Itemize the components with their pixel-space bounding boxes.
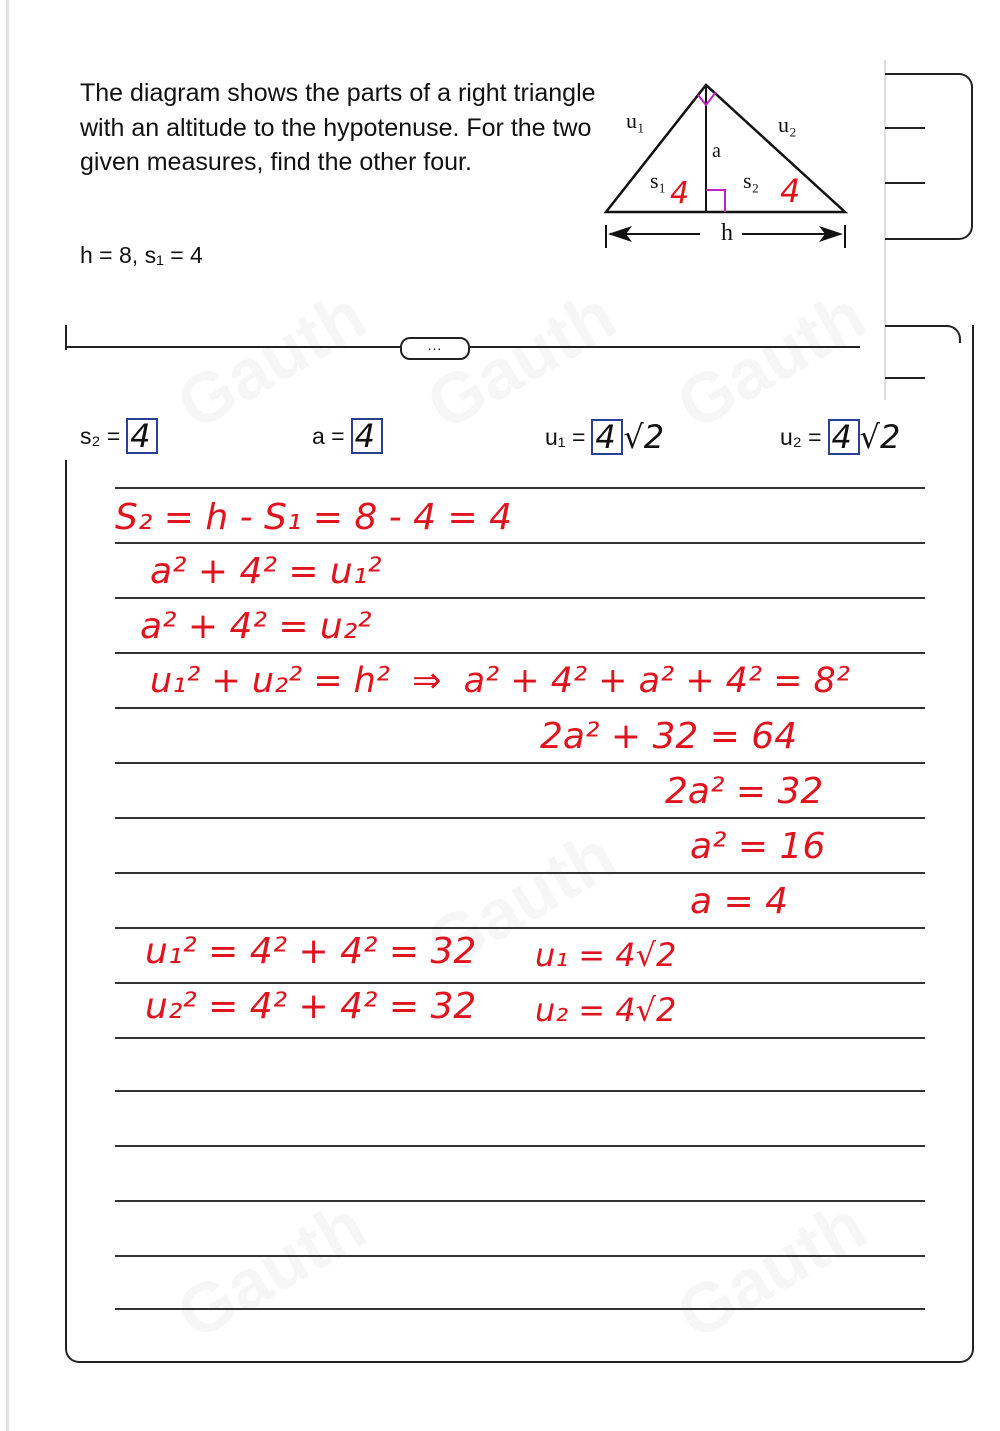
label-s1: s₁ — [650, 168, 667, 193]
work-line: a = 4 — [690, 881, 789, 922]
answer-u2 — [780, 418, 900, 456]
ruled-line — [115, 1255, 925, 1257]
work-line: a² = 16 — [690, 826, 826, 867]
work-line: u₁² = 4² + 4² = 32 — [145, 931, 477, 972]
annotation-s2: 4 — [780, 172, 801, 210]
work-line: u₂ = 4√2 — [535, 991, 677, 1029]
ruled-line — [115, 762, 925, 764]
answer-input[interactable]: 4 — [828, 419, 860, 455]
answer-extra: √2 — [623, 418, 665, 456]
label-u2: u₂ — [778, 112, 797, 137]
answer-label: s₂ = — [80, 422, 121, 449]
ruled-line — [115, 1308, 925, 1310]
work-area-corner — [885, 325, 961, 343]
answer-label: u₂ = — [780, 423, 822, 450]
ruled-line — [115, 1200, 925, 1202]
label-h: h — [721, 220, 733, 246]
work-line: a² + 4² = u₂² — [140, 606, 372, 647]
ruled-line — [115, 707, 925, 709]
ruled-line — [115, 817, 925, 819]
side-tick — [885, 127, 925, 129]
ruled-line — [115, 1037, 925, 1039]
ruled-line — [115, 927, 925, 929]
frame-gap — [60, 350, 70, 460]
ruled-line — [115, 652, 925, 654]
label-s2: s₂ — [743, 168, 760, 193]
answer-input[interactable]: 4 — [126, 418, 158, 454]
side-frame — [885, 73, 973, 240]
work-line: u₁ = 4√2 — [535, 936, 677, 974]
work-line: a² + 4² = u₁² — [150, 551, 382, 592]
work-line: 2a² + 32 = 64 — [540, 716, 798, 757]
more-button[interactable]: ... — [400, 337, 470, 360]
work-area — [65, 325, 974, 1363]
work-line: S₂ = h - S₁ = 8 - 4 = 4 — [115, 497, 513, 538]
problem-statement: The diagram shows the parts of a right triangle with an altitude to the hypotenuse. For the two given measures, find the other four. — [80, 79, 596, 176]
page-edge — [6, 0, 9, 1431]
ruled-line — [115, 982, 925, 984]
work-line: u₁² + u₂² = h² ⇒ a² + 4² + a² + 4² = 8² — [150, 661, 850, 701]
ruled-line — [115, 872, 925, 874]
ruled-line — [115, 597, 925, 599]
answer-input[interactable]: 4 — [351, 418, 383, 454]
answer-u1 — [545, 418, 664, 456]
work-line: 2a² = 32 — [665, 771, 824, 812]
answer-input[interactable]: 4 — [591, 419, 623, 455]
label-a: a — [712, 140, 721, 162]
given-values: h = 8, s₁ = 4 — [80, 242, 203, 268]
work-line: u₂² = 4² + 4² = 32 — [145, 986, 477, 1027]
ruled-line — [115, 1145, 925, 1147]
answer-label: a = — [312, 422, 345, 449]
label-u1: u₁ — [626, 108, 645, 133]
answer-label: u₁ = — [545, 423, 586, 450]
side-tick — [885, 377, 925, 379]
answer-a — [312, 418, 383, 454]
answer-s2 — [80, 418, 158, 454]
ruled-line — [115, 1090, 925, 1092]
ruled-line — [115, 487, 925, 489]
ruled-line — [115, 542, 925, 544]
side-tick — [885, 182, 925, 184]
answer-extra: √2 — [859, 418, 901, 456]
annotation-s1: 4 — [670, 176, 690, 211]
